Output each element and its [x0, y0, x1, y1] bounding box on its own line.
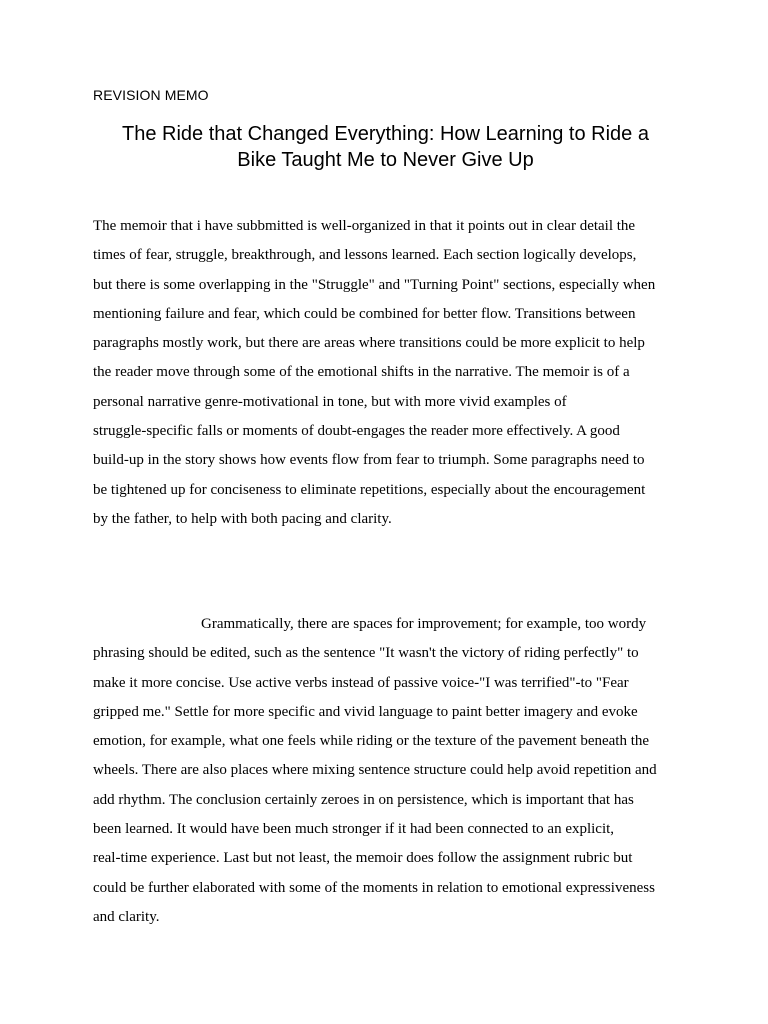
paragraph-line: Grammatically, there are spaces for improvement; for example, too wordy — [201, 616, 647, 632]
paragraph-line: times of fear, struggle, breakthrough, and lessons learned. Each section logically develops, — [93, 247, 637, 264]
paragraph-line: and clarity. — [93, 908, 160, 925]
paragraph-grammar-feedback — [93, 610, 683, 932]
paragraph-line: been learned. It would have been much stronger if it had been connected to an explicit, — [93, 821, 615, 838]
paragraph-line: The memoir that i have subbmitted is well-organized in that it points out in clear detail the — [93, 218, 636, 234]
document-title — [93, 121, 678, 173]
memo-label: REVISION MEMO — [93, 87, 209, 103]
paragraph-line: real-time experience. Last but not least, the memoir does follow the assignment rubric but — [93, 850, 633, 867]
paragraph-line: add rhythm. The conclusion certainly zeroes in on persistence, which is important that has — [93, 791, 634, 808]
title-line: The Ride that Changed Everything: How Learning to Ride a — [122, 123, 649, 145]
paragraph-line: struggle-specific falls or moments of doubt-engages the reader more effectively. A good — [93, 423, 620, 440]
paragraph-line: by the father, to help with both pacing and clarity. — [93, 510, 392, 527]
paragraph-line: personal narrative genre-motivational in tone, but with more vivid examples of — [93, 393, 567, 410]
paragraph-structure-feedback — [93, 212, 683, 534]
paragraph-line: be tightened up for conciseness to eliminate repetitions, especially about the encouragement — [93, 481, 646, 498]
paragraph-line: phrasing should be edited, such as the sentence "It wasn't the victory of riding perfectly" to — [93, 645, 639, 662]
paragraph-line: the reader move through some of the emotional shifts in the narrative. The memoir is of a — [93, 364, 630, 381]
paragraph-line: build-up in the story shows how events flow from fear to triumph. Some paragraphs need to — [93, 452, 645, 469]
paragraph-line: gripped me." Settle for more specific and vivid language to paint better imagery and evoke — [93, 703, 638, 720]
paragraph-line: wheels. There are also places where mixing sentence structure could help avoid repetition and — [93, 762, 657, 779]
title-line: Bike Taught Me to Never Give Up — [237, 149, 534, 171]
paragraph-line: paragraphs mostly work, but there are areas where transitions could be more explicit to help — [93, 335, 645, 352]
paragraph-line: make it more concise. Use active verbs instead of passive voice-"I was terrified"-to "Fear — [93, 674, 629, 691]
paragraph-line: mentioning failure and fear, which could be combined for better flow. Transitions between — [93, 305, 636, 322]
paragraph-line: but there is some overlapping in the "Struggle" and "Turning Point" sections, especially when — [93, 276, 656, 293]
paragraph-line: could be further elaborated with some of the moments in relation to emotional expressiveness — [93, 879, 655, 896]
paragraph-line: emotion, for example, what one feels while riding or the texture of the pavement beneath the — [93, 733, 650, 750]
